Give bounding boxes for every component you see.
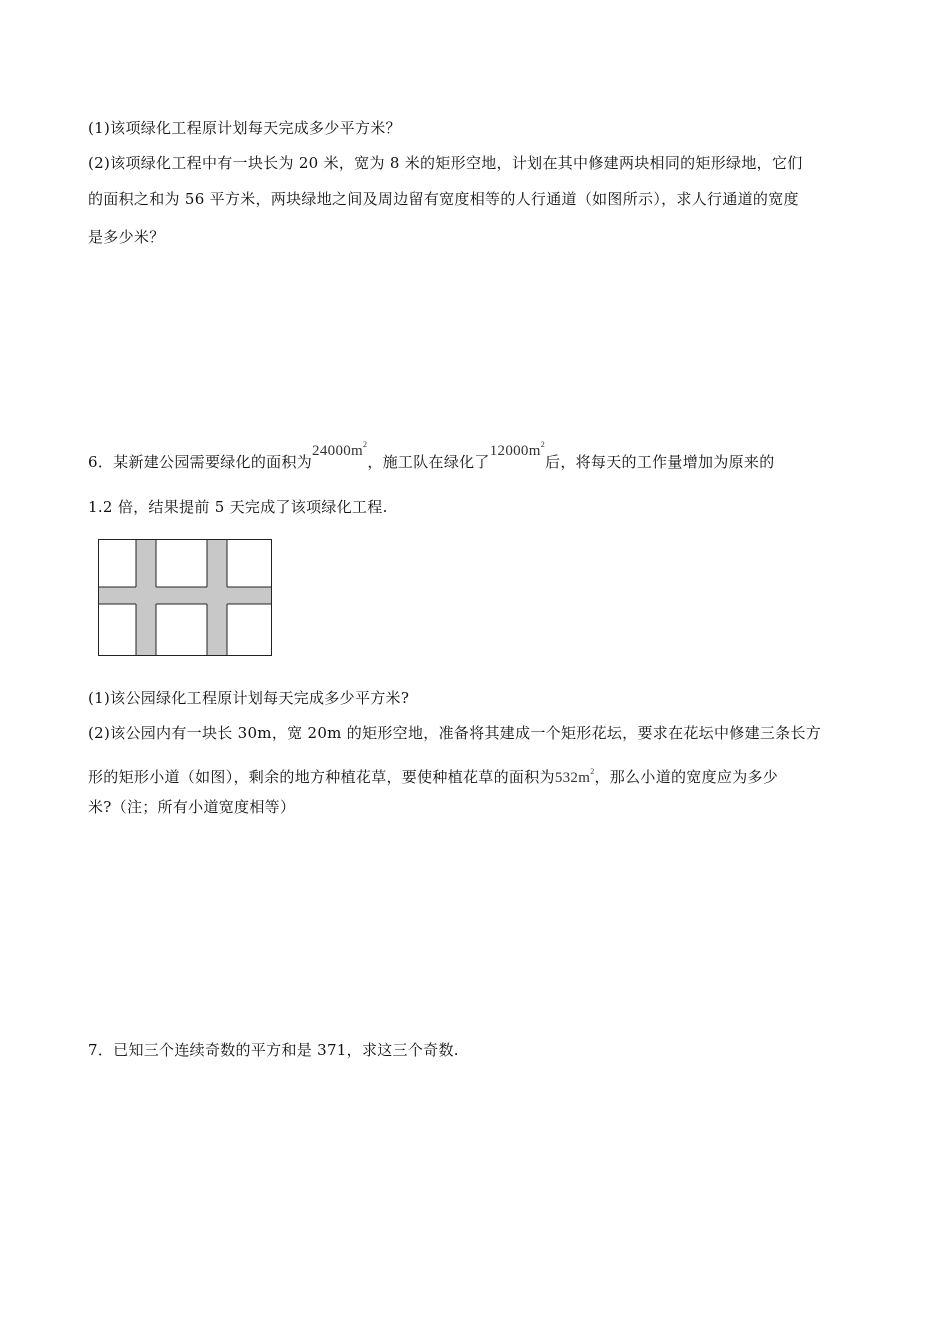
q5-part2-line2: 的面积之和为 56 平方米，两块绿地之间及周边留有宽度相等的人行通道（如图所示），求人行通道的宽度	[88, 190, 799, 208]
q7-text: 7．已知三个连续奇数的平方和是 371，求这三个奇数.	[88, 1041, 459, 1059]
q6-part2-line1: (2)该公园内有一块长 30m，宽 20m 的矩形空地，准备将其建成一个矩形花坛，要求在花坛中修建三条长方	[88, 724, 822, 742]
q6-part2-text-b: ，那么小道的宽度应为多少	[594, 768, 779, 786]
area-done-formula: $12000m^2$	[489, 440, 546, 459]
area-total-formula: $24000m^2$	[312, 440, 368, 459]
q6-text-b: ，施工队在绿化了	[367, 453, 490, 471]
q6-text-a: 6．某新建公园需要绿化的面积为	[88, 453, 313, 471]
q6-line1	[88, 440, 775, 473]
q6-part1: (1)该公园绿化工程原计划每天完成多少平方米?	[88, 689, 410, 707]
flower-area-formula: $532m^2$	[554, 767, 595, 786]
q6-part2-line2	[88, 762, 778, 788]
garden-path-figure	[98, 539, 273, 662]
q6-line2: 1.2 倍，结果提前 5 天完成了该项绿化工程.	[88, 498, 388, 516]
q5-part2-line3: 是多少米？	[88, 228, 165, 246]
q5-part2-line1: (2)该项绿化工程中有一块长为 20 米，宽为 8 米的矩形空地，计划在其中修建两块相同的矩形绿地，它们	[88, 154, 803, 172]
garden-diagram	[98, 539, 273, 658]
q6-text-c: 后，将每天的工作量增加为原来的	[545, 453, 775, 471]
q5-part1: (1)该项绿化工程原计划每天完成多少平方米？	[88, 119, 401, 137]
q6-part2-line3: 米?（注；所有小道宽度相等）	[88, 798, 296, 816]
horizontal-path	[99, 587, 271, 604]
q6-part2-text-a: 形的矩形小道（如图），剩余的地方种植花草，要使种植花草的面积为	[88, 768, 555, 786]
